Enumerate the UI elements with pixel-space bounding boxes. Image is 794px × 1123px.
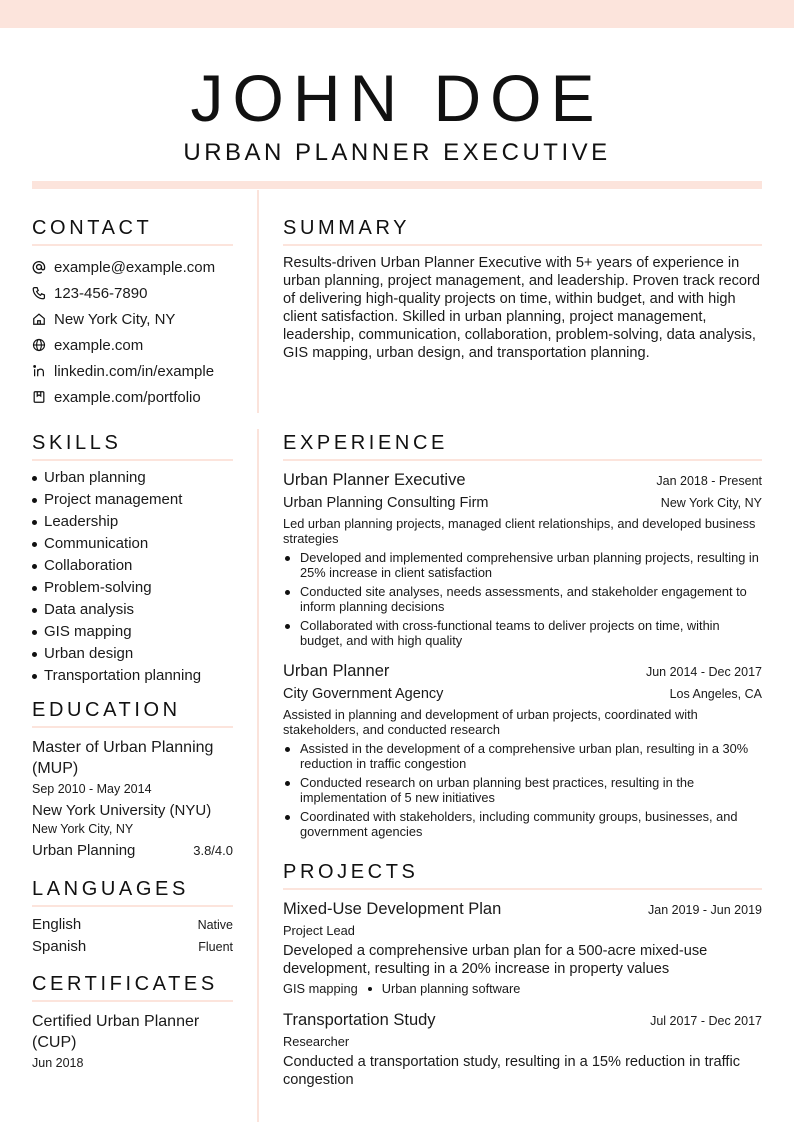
job-company: City Government Agency — [283, 686, 444, 702]
skill-item: Collaboration — [32, 555, 233, 577]
summary-text: Results-driven Urban Planner Executive with 5+ years of experience in urban planning, project management, and leadership. Proven track record of delivering high-quality projects on time, within budget, and with high client satisfaction. Skilled in urban planning, project management, leadership, communication, collaboration, problem-solving, data analysis, GIS mapping, urban design, and transportation planning. — [283, 255, 761, 361]
contact-email[interactable] — [32, 254, 233, 280]
skill-item: Communication — [32, 533, 233, 555]
education-school: New York University (NYU) — [32, 802, 212, 819]
contact-email-text: example@example.com — [54, 258, 216, 276]
job-bullet: Collaborated with cross-functional teams to deliver projects on time, within budget, and with high quality — [283, 618, 762, 648]
skill-item: Project management — [32, 489, 233, 511]
job-headline: URBAN PLANNER EXECUTIVE — [183, 139, 611, 166]
education-field-row — [32, 841, 233, 861]
project-name: Transportation Study — [283, 1011, 436, 1029]
top-accent-band — [0, 0, 794, 28]
skill-item: Urban planning — [32, 467, 233, 489]
job-description: Led urban planning projects, managed client relationships, and developed business strategies — [283, 516, 756, 546]
education-degree: Master of Urban Planning (MUP) — [32, 739, 214, 777]
job-entry — [283, 469, 762, 648]
skill-item: Leadership — [32, 511, 233, 533]
project-name: Mixed-Use Development Plan — [283, 900, 502, 918]
language-name: Spanish — [32, 938, 87, 955]
project-dates: Jul 2017 - Dec 2017 — [650, 1014, 762, 1028]
contact-linkedin[interactable] — [32, 358, 233, 384]
project-description: Conducted a transportation study, resulting in a 15% reduction in traffic congestion — [283, 1054, 740, 1088]
globe-icon — [32, 338, 54, 352]
linkedin-icon — [32, 364, 54, 378]
home-icon — [32, 312, 54, 326]
job-description: Assisted in planning and development of urban projects, coordinated with stakeholders, and conducted research — [283, 707, 698, 737]
project-entry — [283, 898, 762, 997]
language-level: Fluent — [198, 940, 233, 954]
certificate-name: Certified Urban Planner (CUP) — [32, 1013, 200, 1051]
contact-portfolio-text: example.com/portfolio — [54, 388, 201, 406]
summary-heading: SUMMARY — [283, 216, 762, 246]
column-divider-top — [257, 190, 259, 413]
skills-section — [32, 431, 233, 687]
person-name: JOHN DOE — [190, 61, 604, 135]
job-bullet: Conducted site analyses, needs assessments, and stakeholder engagement to inform planning decisions — [283, 584, 762, 614]
certificate-date: Jun 2018 — [32, 1056, 84, 1070]
contact-website[interactable] — [32, 332, 233, 358]
education-dates: Sep 2010 - May 2014 — [32, 782, 152, 796]
job-bullet: Developed and implemented comprehensive urban planning projects, resulting in 25% increase in client satisfaction — [283, 550, 762, 580]
job-title: Urban Planner — [283, 662, 390, 680]
phone-icon — [32, 286, 54, 300]
job-bullet: Coordinated with stakeholders, including community groups, businesses, and government agencies — [283, 809, 762, 839]
contact-heading: CONTACT — [32, 216, 233, 246]
contact-location — [32, 306, 233, 332]
portfolio-icon — [32, 390, 54, 404]
summary-section — [283, 216, 762, 362]
contact-portfolio[interactable] — [32, 384, 233, 410]
project-role: Project Lead — [283, 923, 355, 938]
languages-heading: LANGUAGES — [32, 877, 233, 907]
certificates-section — [32, 972, 233, 1071]
skill-item: Problem-solving — [32, 577, 233, 599]
job-dates: Jun 2014 - Dec 2017 — [645, 665, 762, 679]
language-item — [32, 936, 233, 958]
column-divider-bottom — [257, 429, 259, 1122]
project-description: Developed a comprehensive urban plan for a 500-acre mixed-use development, resulting in a 20% increase in property values — [283, 943, 708, 977]
project-tags — [283, 980, 762, 997]
project-tag: GIS mapping — [283, 981, 358, 996]
at-icon — [32, 260, 54, 274]
job-title: Urban Planner Executive — [283, 471, 466, 489]
contact-phone[interactable] — [32, 280, 233, 306]
header-divider — [32, 181, 762, 189]
projects-section — [283, 860, 762, 1089]
project-tag: Urban planning software — [381, 981, 521, 996]
project-dates: Jan 2019 - Jun 2019 — [648, 903, 762, 917]
job-bullet: Conducted research on urban planning best practices, resulting in the implementation of 5 new initiatives — [283, 775, 762, 805]
language-name: English — [32, 916, 82, 933]
skill-item: GIS mapping — [32, 621, 233, 643]
education-gpa: 3.8/4.0 — [193, 843, 233, 858]
projects-heading: PROJECTS — [283, 860, 762, 890]
skills-heading: SKILLS — [32, 431, 233, 461]
project-role: Researcher — [283, 1034, 350, 1049]
job-dates: Jan 2018 - Present — [656, 474, 762, 488]
experience-heading: EXPERIENCE — [283, 431, 762, 461]
contact-location-text: New York City, NY — [54, 310, 176, 328]
contact-phone-text: 123-456-7890 — [54, 284, 148, 302]
contact-linkedin-text: linkedin.com/in/example — [54, 362, 215, 380]
education-section — [32, 698, 233, 861]
skill-item: Urban design — [32, 643, 233, 665]
skill-item: Transportation planning — [32, 665, 233, 687]
language-item — [32, 914, 233, 936]
education-field: Urban Planning — [32, 842, 136, 859]
skill-item: Data analysis — [32, 599, 233, 621]
job-location: Los Angeles, CA — [669, 687, 762, 701]
education-location: New York City, NY — [32, 822, 134, 836]
languages-section — [32, 877, 233, 958]
project-entry — [283, 1009, 762, 1089]
contact-website-text: example.com — [54, 336, 144, 354]
job-company: Urban Planning Consulting Firm — [283, 495, 489, 511]
job-bullet: Assisted in the development of a comprehensive urban plan, resulting in a 30% reduction in traffic congestion — [283, 741, 762, 771]
job-entry — [283, 660, 762, 839]
job-location: New York City, NY — [660, 496, 762, 510]
language-level: Native — [197, 918, 233, 932]
contact-section — [32, 216, 233, 410]
education-heading: EDUCATION — [32, 698, 233, 728]
experience-section — [283, 431, 762, 843]
certificates-heading: CERTIFICATES — [32, 972, 233, 1002]
